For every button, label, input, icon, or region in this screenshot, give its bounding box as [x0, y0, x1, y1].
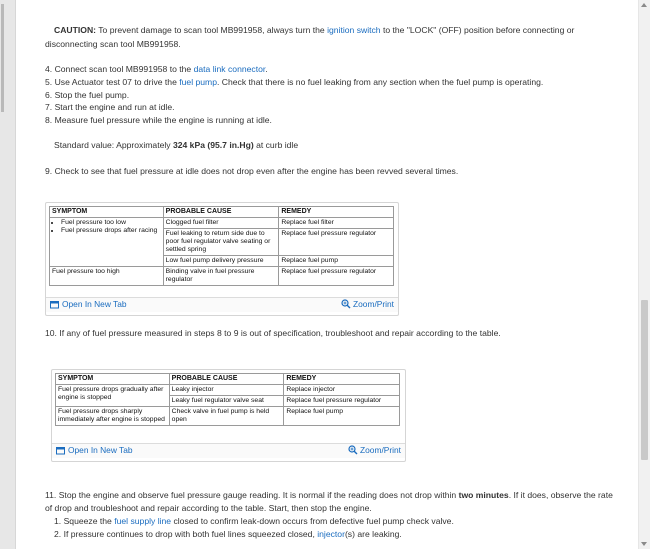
- magnifier-icon: [341, 299, 351, 309]
- fuel-pump-link[interactable]: fuel pump: [179, 77, 217, 87]
- step-6: 6. Stop the fuel pump.: [45, 90, 130, 100]
- zoom-print-button[interactable]: Zoom/Print: [348, 445, 401, 455]
- table-cell: Fuel leaking to return side due to poor fuel regulator valve seating or settled spring: [163, 229, 279, 256]
- step-9: 9. Check to see that fuel pressure at idle does not drop even after the engine has been revved several times.: [45, 166, 459, 176]
- table-2-footer: [52, 443, 405, 458]
- scroll-up-icon[interactable]: [641, 3, 647, 7]
- table-cell: Replace fuel pressure regulator: [279, 267, 394, 286]
- table-cell: Fuel pressure drops sharply immediately after engine is stopped: [56, 407, 170, 426]
- symptom-table-2-card: [51, 369, 406, 462]
- table-cell: Clogged fuel filter: [163, 218, 279, 229]
- table-cell: Fuel pressure too high: [50, 267, 164, 286]
- step-7: 7. Start the engine and run at idle.: [45, 102, 175, 112]
- symptom-table-1: [49, 206, 394, 286]
- table-cell: Leaky fuel regulator valve seat: [169, 396, 284, 407]
- scroll-down-icon[interactable]: [641, 542, 647, 546]
- table-cell-symptom: Fuel pressure drops gradually after engine is stopped: [56, 385, 170, 407]
- gutter-marker: [1, 4, 4, 112]
- table-cell: Replace fuel pump: [279, 256, 394, 267]
- table-cell: Replace injector: [284, 385, 400, 396]
- table-cell: Leaky injector: [169, 385, 284, 396]
- table-header: SYMPTOM: [56, 374, 170, 385]
- table-cell: Replace fuel filter: [279, 218, 394, 229]
- symptom-table-2: [55, 373, 400, 426]
- data-link-connector-link[interactable]: data link connector: [193, 64, 266, 74]
- step-8: 8. Measure fuel pressure while the engine is running at idle.: [45, 115, 272, 125]
- table-cell: Replace fuel pump: [284, 407, 400, 426]
- caution-line-1: CAUTION: To prevent damage to scan tool MB991958, always turn the ignition switch to the "LOCK" (OFF) position before connecting or: [54, 25, 575, 35]
- table-1-footer: [46, 297, 398, 312]
- ignition-switch-link[interactable]: ignition switch: [327, 25, 381, 35]
- new-tab-icon: [50, 300, 59, 309]
- caution-label: CAUTION:: [54, 25, 97, 35]
- vertical-scrollbar[interactable]: [638, 0, 650, 549]
- two-minutes: two minutes: [458, 490, 509, 500]
- magnifier-icon: [348, 445, 358, 455]
- table-cell: Binding valve in fuel pressure regulator: [163, 267, 279, 286]
- standard-value: Standard value: Approximately 324 kPa (95.7 in.Hg) at curb idle: [54, 140, 299, 150]
- table-header: REMEDY: [279, 207, 394, 218]
- table-cell: Replace fuel pressure regulator: [284, 396, 400, 407]
- fuel-supply-line-link[interactable]: fuel supply line: [114, 516, 172, 526]
- caution-line-2: disconnecting scan tool MB991958.: [45, 39, 181, 49]
- table-cell-symptom: • Fuel pressure too low • Fuel pressure drops after racing: [50, 218, 164, 267]
- zoom-print-button[interactable]: Zoom/Print: [341, 299, 394, 309]
- left-gutter: [0, 0, 16, 549]
- symptom-table-1-card: [45, 202, 399, 316]
- substep-2: 2. If pressure continues to drop with both fuel lines squeezed closed, injector(s) are leaking.: [54, 529, 402, 539]
- standard-value-number: 324 kPa (95.7 in.Hg): [172, 140, 254, 150]
- table-header: REMEDY: [284, 374, 400, 385]
- table-cell: Replace fuel pressure regulator: [279, 229, 394, 256]
- step-5: 5. Use Actuator test 07 to drive the fuel pump. Check that there is no fuel leaking from any section when the fuel pump is operating.: [45, 77, 544, 87]
- table-cell: Check valve in fuel pump is held open: [169, 407, 284, 426]
- step-11-line-1: 11. Stop the engine and observe fuel pressure gauge reading. It is normal if the reading does not drop within two minutes. If it does, observe the rate: [45, 490, 613, 500]
- step-11-line-2: of drop and troubleshoot and repair according to the table. Start, then stop the engine.: [45, 503, 372, 513]
- new-tab-icon: [56, 446, 65, 455]
- table-header: SYMPTOM: [50, 207, 164, 218]
- step-4: 4. Connect scan tool MB991958 to the data link connector.: [45, 64, 268, 74]
- table-header: PROBABLE CAUSE: [163, 207, 279, 218]
- table-cell: Low fuel pump delivery pressure: [163, 256, 279, 267]
- scrollbar-thumb[interactable]: [641, 300, 648, 460]
- step-10: 10. If any of fuel pressure measured in steps 8 to 9 is out of specification, troubleshoot and repair according to the table.: [45, 328, 501, 338]
- injector-link[interactable]: injector: [317, 529, 345, 539]
- open-in-new-tab-button[interactable]: Open In New Tab: [56, 445, 133, 455]
- table-header: PROBABLE CAUSE: [169, 374, 284, 385]
- open-in-new-tab-button[interactable]: Open In New Tab: [50, 299, 127, 309]
- substep-1: 1. Squeeze the fuel supply line closed to confirm leak-down occurs from defective fuel pump check valve.: [54, 516, 454, 526]
